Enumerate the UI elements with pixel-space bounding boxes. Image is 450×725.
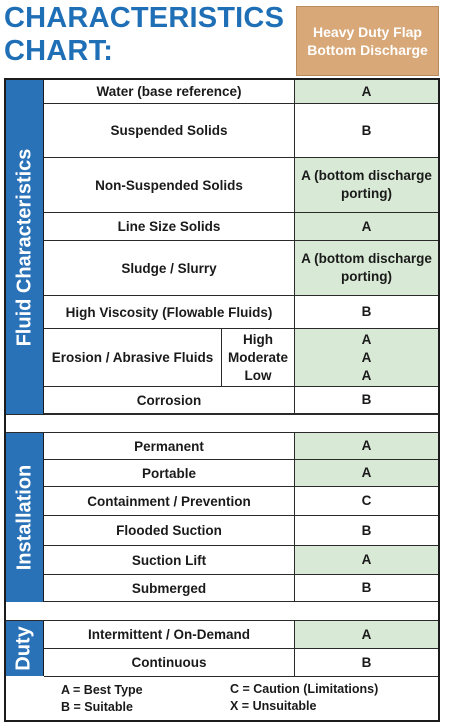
table-row [44,241,438,296]
value-text: A [361,465,372,480]
value-text: A [361,83,372,99]
erosion-levels [222,329,295,386]
section-installation [6,433,44,602]
value-text: B [361,304,372,319]
table-row-erosion [44,329,438,387]
row-value [295,296,438,328]
value-text: B [361,580,372,595]
table-row [44,80,438,104]
title-line-2: CHART: [4,35,114,67]
legend-b: B = Suitable [61,700,133,714]
row-value [295,241,438,295]
row-value [295,516,438,545]
value-text: C [361,493,372,508]
table-row [44,546,438,575]
row-value [295,213,438,240]
section-fluid-characteristics [6,80,44,414]
value-text: B [361,654,372,670]
row-label: Corrosion [44,387,295,413]
table-row [44,387,438,414]
value-text: A (bottom discharge [301,251,432,266]
value-text: A [361,552,372,567]
row-label: Flooded Suction [44,516,295,545]
row-value [295,329,438,386]
row-label: Submerged [44,575,295,601]
row-label: Permanent [44,433,295,459]
title-line-1: CHARACTERISTICS [4,2,285,34]
table-row [44,460,438,487]
legend [6,677,438,720]
section-divider [6,414,438,433]
row-value [295,575,438,601]
row-label: High Viscosity (Flowable Fluids) [44,296,295,328]
value-text: B [361,122,372,138]
value-text: A [361,438,372,453]
row-label: Suspended Solids [44,104,295,157]
table-row [44,575,438,602]
value-text: A [361,626,372,642]
page-title [4,2,294,68]
table-row [44,649,438,677]
value-text: A [361,368,372,383]
table-row [44,213,438,241]
value-text: A [361,218,372,234]
table-row [44,487,438,516]
value-text: B [361,522,372,538]
section-duty [6,621,44,676]
section-label-installation: Installation [13,464,36,571]
table-row [44,104,438,158]
table-row [44,433,438,460]
table-row [44,516,438,546]
section-label-fluid: Fluid Characteristics [13,148,35,346]
legend-c: C = Caution (Limitations) [230,682,379,696]
value-text: A (bottom discharge [301,168,432,183]
value-text: A [361,332,372,347]
value-text: B [361,392,372,407]
row-value [295,621,438,648]
row-label: Non-Suspended Solids [44,158,295,212]
level-high: High [243,332,273,348]
row-value [295,80,438,103]
row-label: Continuous [44,649,295,676]
row-label: Intermittent / On-Demand [44,621,295,648]
row-label: Erosion / Abrasive Fluids [44,329,222,386]
legend-a: A = Best Type [61,683,143,697]
column-header [296,6,439,76]
row-value [295,487,438,515]
value-text: A [361,350,372,365]
table-row [44,158,438,213]
column-header-line-1: Heavy Duty Flap [313,24,422,40]
table-row [44,296,438,329]
row-label: Suction Lift [44,546,295,574]
row-value [295,649,438,676]
row-label: Sludge / Slurry [44,241,295,295]
value-text: porting) [341,186,392,201]
row-label: Portable [44,460,295,486]
section-label-duty: Duty [13,626,36,671]
column-header-line-2: Bottom Discharge [307,42,428,58]
level-low: Low [244,367,272,383]
level-moderate: Moderate [227,349,288,365]
row-label: Water (base reference) [44,80,295,103]
row-label: Line Size Solids [44,213,295,240]
row-value [295,433,438,459]
row-value [295,546,438,574]
section-divider [6,602,438,621]
row-label: Containment / Prevention [44,487,295,515]
table-row [44,621,438,649]
row-value [295,158,438,212]
row-value [295,460,438,486]
row-value [295,104,438,157]
value-text: porting) [341,269,392,284]
legend-x: X = Unsuitable [230,699,317,713]
row-value [295,387,438,413]
